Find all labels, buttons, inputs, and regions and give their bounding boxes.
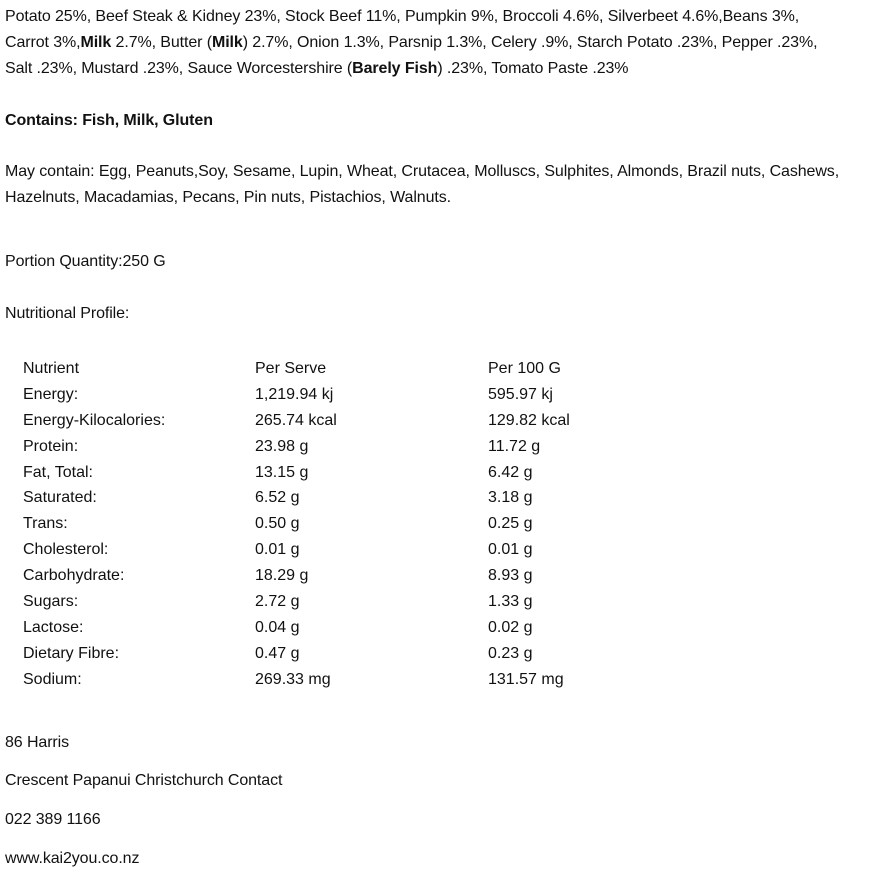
nutrient-name: Energy-Kilocalories:: [23, 411, 166, 429]
ingredient-text: 2.7%, Butter (: [111, 34, 212, 51]
per-serve-value: 2.72 g: [255, 593, 300, 611]
per-serve-value: 0.04 g: [255, 618, 300, 636]
per-100g-value: 8.93 g: [488, 567, 533, 585]
per-serve-value: 1,219.94 kj: [255, 385, 334, 403]
nutritional-profile-title: Nutritional Profile:: [5, 305, 130, 322]
may-contain-line-1: May contain: Egg, Peanuts,Soy, Sesame, Lupin, Wheat, Crutacea, Molluscs, Sulphites, Almonds, Brazil nuts, Cashews,: [5, 163, 840, 180]
address-line-2: Crescent Papanui Christchurch Contact: [5, 772, 283, 789]
website-link[interactable]: www.kai2you.co.nz: [5, 850, 140, 867]
per-serve-value: 18.29 g: [255, 567, 309, 585]
per-serve-value: 269.33 mg: [255, 670, 331, 688]
per-100g-value: 3.18 g: [488, 489, 533, 507]
allergen-highlight: Milk: [211, 34, 243, 51]
ingredients-line: [5, 56, 817, 82]
ingredient-text: Salt .23%, Mustard .23%, Sauce Worcestershire (: [5, 60, 353, 77]
per-serve-value: 0.01 g: [255, 541, 300, 559]
header-per-100g: Per 100 G: [488, 360, 561, 377]
per-100g-value: 11.72 g: [488, 437, 541, 455]
ingredient-text: ) .23%, Tomato Paste .23%: [437, 60, 629, 77]
nutrient-name: Sugars:: [23, 593, 79, 611]
nutrient-name: Carbohydrate:: [23, 567, 125, 585]
per-serve-value: 0.47 g: [255, 644, 300, 662]
per-serve-value: 0.50 g: [255, 515, 300, 533]
per-serve-value: 13.15 g: [255, 463, 309, 481]
nutrient-name: Trans:: [23, 515, 68, 533]
per-100g-value: 0.23 g: [488, 644, 533, 662]
nutrient-name: Lactose:: [23, 618, 84, 636]
nutrient-name: Energy:: [23, 385, 79, 403]
ingredients-list: [5, 4, 817, 82]
per-100g-value: 131.57 mg: [488, 670, 564, 688]
per-100g-value: 0.25 g: [488, 515, 533, 533]
per-100g-value: 0.01 g: [488, 541, 533, 559]
portion-quantity: Portion Quantity:250 G: [5, 253, 166, 270]
address-line-1: 86 Harris: [5, 734, 70, 751]
nutrient-name: Fat, Total:: [23, 463, 93, 481]
header-nutrient: Nutrient: [23, 360, 80, 377]
per-100g-value: 129.82 kcal: [488, 411, 570, 429]
ingredient-text: Carrot 3%,: [5, 34, 81, 51]
allergen-highlight: Milk: [80, 34, 112, 51]
nutrient-name: Saturated:: [23, 489, 97, 507]
per-100g-value: 1.33 g: [488, 593, 533, 611]
may-contain-line-2: Hazelnuts, Macadamias, Pecans, Pin nuts, Pistachios, Walnuts.: [5, 189, 451, 206]
nutrient-name: Dietary Fibre:: [23, 644, 120, 662]
ingredients-line: [5, 30, 817, 56]
per-100g-value: 595.97 kj: [488, 385, 553, 403]
allergen-highlight: Barely Fish: [352, 60, 438, 77]
per-serve-value: 23.98 g: [255, 437, 309, 455]
phone-number: 022 389 1166: [5, 811, 101, 828]
ingredients-line: [5, 4, 817, 30]
per-serve-value: 6.52 g: [255, 489, 300, 507]
nutrient-name: Protein:: [23, 437, 79, 455]
per-100g-value: 0.02 g: [488, 618, 533, 636]
per-100g-value: 6.42 g: [488, 463, 533, 481]
header-per-serve: Per Serve: [255, 360, 327, 377]
per-serve-value: 265.74 kcal: [255, 411, 337, 429]
contains-allergens: Contains: Fish, Milk, Gluten: [5, 112, 213, 129]
ingredient-text: Potato 25%, Beef Steak & Kidney 23%, Stock Beef 11%, Pumpkin 9%, Broccoli 4.6%, Silverbeet 4.6%,Beans 3%,: [5, 8, 800, 25]
nutrient-name: Sodium:: [23, 670, 82, 688]
nutrient-name: Cholesterol:: [23, 541, 109, 559]
ingredient-text: ) 2.7%, Onion 1.3%, Parsnip 1.3%, Celery .9%, Starch Potato .23%, Pepper .23%,: [242, 34, 818, 51]
